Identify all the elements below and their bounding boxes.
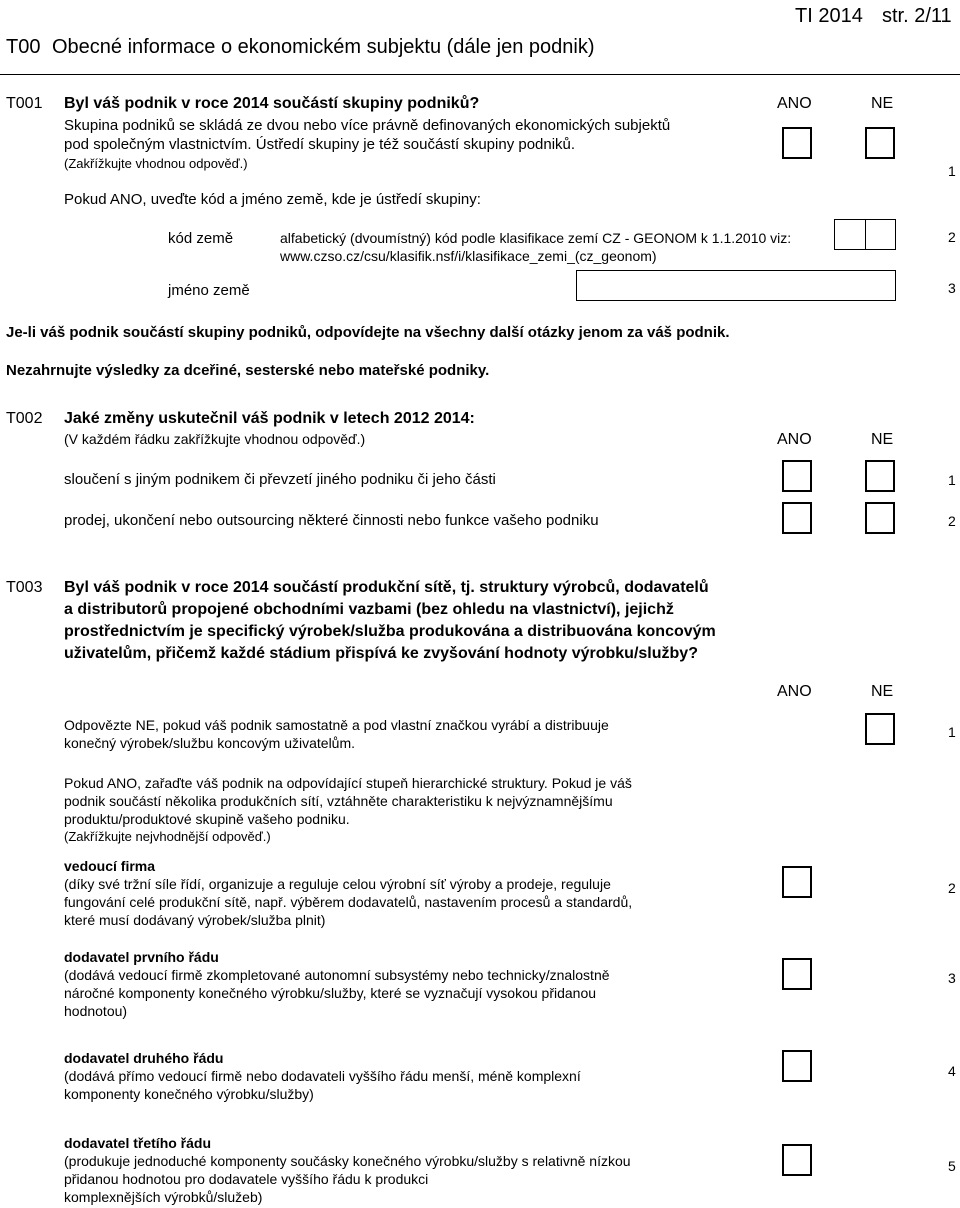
option-tier3-desc-line2: přidanou hodnotou pro dodavatele vyššího řádu k produkci: [64, 1171, 429, 1187]
t003-ne-checkbox[interactable]: [865, 713, 895, 745]
t003-question-line2: a distributorů propojené obchodními vazbami (bez ohledu na vlastnictví), jejichž: [64, 601, 674, 618]
option-tier2-desc-line1: (dodává přímo vedoucí firmě nebo dodavateli vyššího řádu menší, méně komplexní: [64, 1068, 581, 1084]
country-name-label: jméno země: [168, 282, 250, 299]
t001-row-number: 1: [948, 163, 956, 179]
t002-row-divestment-ne-checkbox[interactable]: [865, 502, 895, 534]
page-title: Obecné informace o ekonomickém subjektu (dále jen podnik): [52, 36, 595, 58]
t003-ne-label: NE: [871, 683, 894, 700]
country-code-description-line1: alfabetický (dvoumístný) kód podle klasifikace zemí CZ - GEONOM k 1.1.2010 viz:: [280, 230, 792, 246]
t002-row-merger-number: 1: [948, 472, 956, 488]
t001-ano-checkbox[interactable]: [782, 127, 812, 159]
country-code-input[interactable]: [834, 219, 896, 250]
t003-ano-label: ANO: [777, 683, 812, 700]
t003-ne-number: 1: [948, 724, 956, 740]
page-number: str. 2/11: [882, 5, 952, 27]
country-code-char-2[interactable]: [865, 220, 896, 249]
t001-ano-label: ANO: [777, 95, 812, 112]
country-name-row-number: 3: [948, 280, 956, 296]
option-tier1-desc-line2: náročné komponenty konečného výrobku/služby, které se vyznačují vysokou přidanou: [64, 985, 597, 1001]
t003-ano-hint: (Zakřížkujte nejvhodnější odpověď.): [64, 829, 271, 844]
note-group-answer: Je-li váš podnik součástí skupiny podniků, odpovídejte na všechny další otázky jenom za váš podnik.: [6, 324, 730, 341]
option-lead-firm-desc-line1: (díky své tržní síle řídí, organizuje a reguluje celou výrobní síť výroby a prodeje, reguluje: [64, 876, 611, 892]
t001-ne-label: NE: [871, 95, 894, 112]
form-id: TI 2014: [795, 5, 863, 27]
country-name-input[interactable]: [576, 270, 896, 301]
option-lead-firm-desc-line2: fungování celé produkční sítě, např. výběrem dodavatelů, nastavením procesů a standardů,: [64, 894, 633, 910]
t001-followup: Pokud ANO, uveďte kód a jméno země, kde je ústředí skupiny:: [64, 191, 481, 208]
t002-ne-label: NE: [871, 431, 894, 448]
t003-ano-text-line1: Pokud ANO, zařaďte váš podnik na odpovídající stupeň hierarchické struktury. Pokud je váš: [64, 775, 632, 791]
option-tier1-number: 3: [948, 970, 956, 986]
note-exclude-results: Nezahrnujte výsledky za dceřiné, sesterské nebo mateřské podniky.: [6, 362, 490, 379]
t003-ano-text-line2: podnik součástí několika produkčních sítí, vztáhněte charakteristiku k nejvýznamnějšímu: [64, 793, 613, 809]
t002-ano-label: ANO: [777, 431, 812, 448]
t001-hint: (Zakřížkujte vhodnou odpověď.): [64, 156, 248, 171]
t002-hint: (V každém řádku zakřížkujte vhodnou odpověď.): [64, 431, 366, 447]
country-code-description-line2: www.czso.cz/csu/klasifik.nsf/i/klasifikace_zemi_(cz_geonom): [280, 248, 657, 264]
option-tier3-checkbox[interactable]: [782, 1144, 812, 1176]
t003-code: T003: [6, 579, 43, 596]
t002-question: Jaké změny uskutečnil váš podnik v letech 2012 2014:: [64, 410, 475, 427]
section-code: T00: [6, 36, 41, 58]
option-tier1-checkbox[interactable]: [782, 958, 812, 990]
option-tier1-desc-line3: hodnotou): [64, 1003, 128, 1019]
t003-question-line4: uživatelům, přičemž každé stádium přispívá ke zvyšování hodnoty výrobku/služby?: [64, 645, 698, 662]
option-tier2-number: 4: [948, 1063, 956, 1079]
option-tier3-number: 5: [948, 1158, 956, 1174]
option-lead-firm-desc-line3: které musí dodávaný výrobek/služba plnit): [64, 912, 326, 928]
header-divider: [0, 74, 960, 75]
option-lead-firm-title: vedoucí firma: [64, 858, 156, 874]
t001-description-line2: pod společným vlastnictvím. Ústředí skupiny je též součástí skupiny podniků.: [64, 136, 576, 153]
t002-code: T002: [6, 410, 43, 427]
t001-code: T001: [6, 95, 43, 112]
t003-question-line1: Byl váš podnik v roce 2014 součástí produkční sítě, tj. struktury výrobců, dodavatelů: [64, 579, 709, 596]
country-code-label: kód země: [168, 230, 234, 247]
t002-row-merger-ne-checkbox[interactable]: [865, 460, 895, 492]
country-code-char-1[interactable]: [835, 220, 865, 249]
t003-ano-text-line3: produktu/produktové skupině vašeho podniku.: [64, 811, 350, 827]
t002-row-divestment-label: prodej, ukončení nebo outsourcing některé činnosti nebo funkce vašeho podniku: [64, 512, 599, 529]
t002-row-merger-ano-checkbox[interactable]: [782, 460, 812, 492]
option-lead-firm-number: 2: [948, 880, 956, 896]
country-code-row-number: 2: [948, 229, 956, 245]
option-tier1-title: dodavatel prvního řádu: [64, 949, 219, 965]
t001-description-line1: Skupina podniků se skládá ze dvou nebo více právně definovaných ekonomických subjektů: [64, 117, 671, 134]
t002-row-merger-label: sloučení s jiným podnikem či převzetí jiného podniku či jeho části: [64, 471, 496, 488]
t001-ne-checkbox[interactable]: [865, 127, 895, 159]
option-tier3-desc-line3: komplexnějších výrobků/služeb): [64, 1189, 263, 1205]
t002-row-divestment-number: 2: [948, 513, 956, 529]
option-lead-firm-checkbox[interactable]: [782, 866, 812, 898]
option-tier2-checkbox[interactable]: [782, 1050, 812, 1082]
option-tier1-desc-line1: (dodává vedoucí firmě zkompletované autonomní subsystémy nebo technicky/znalostně: [64, 967, 610, 983]
option-tier2-desc-line2: komponenty konečného výrobku/služby): [64, 1086, 314, 1102]
option-tier3-title: dodavatel třetího řádu: [64, 1135, 212, 1151]
t003-question-line3: prostřednictvím je specifický výrobek/služba produkována a distribuována koncovým: [64, 623, 716, 640]
t001-question: Byl váš podnik v roce 2014 součástí skupiny podniků?: [64, 95, 480, 112]
t003-ne-text-line2: konečný výrobek/službu koncovým uživatelům.: [64, 735, 356, 751]
t002-row-divestment-ano-checkbox[interactable]: [782, 502, 812, 534]
option-tier2-title: dodavatel druhého řádu: [64, 1050, 224, 1066]
option-tier3-desc-line1: (produkuje jednoduché komponenty součásky konečného výrobku/služby s relativně nízkou: [64, 1153, 631, 1169]
t003-ne-text-line1: Odpovězte NE, pokud váš podnik samostatně a pod vlastní značkou vyrábí a distribuuje: [64, 717, 609, 733]
